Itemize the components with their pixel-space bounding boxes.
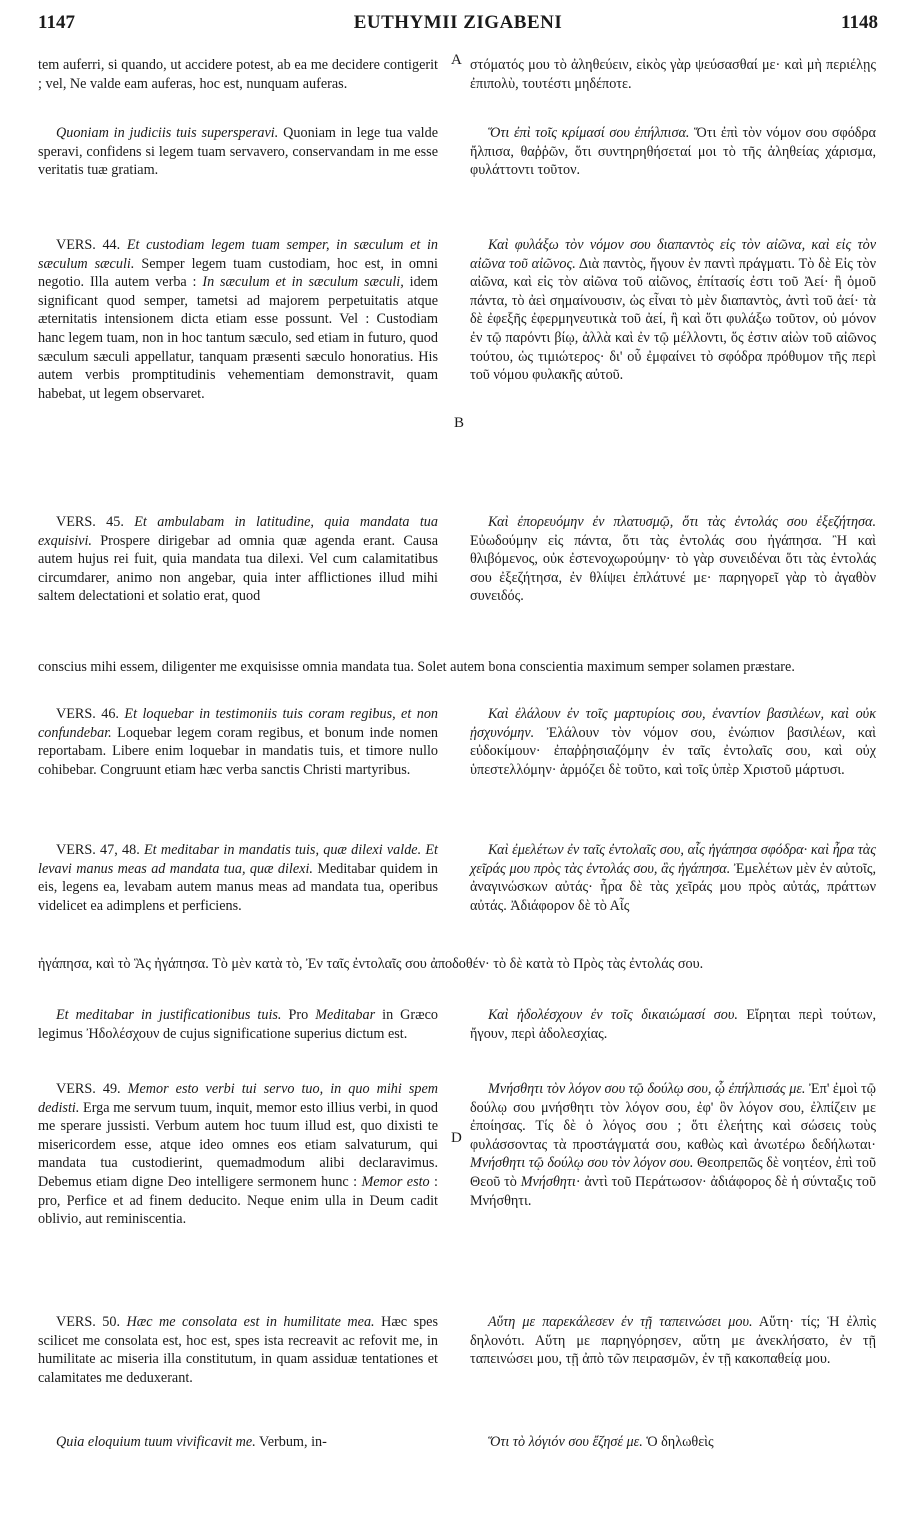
latin-paragraph: VERS. 45. Et ambulabam in latitudine, quia mandata tua exquisivi. Prospere dirigebar ad omnia quæ agenda erant. Causa autem hujus rei fuit, quia mandata tua dilexi. Vel cum calamitatibus circumdarer, animo non angebar, quia inter afflictiones illud mihi saltem delectationi et solatio erat, quod [38,514,438,605]
full-width-paragraph: ἠγάπησα, καὶ τὸ Ἃς ἠγάπησα. Τὸ μὲν κατὰ τὸ, Ἐν ταῖς ἐντολαῖς σου ἀποδοθέν· τὸ δὲ κατὰ τὸ Πρὸς τὰς ἐντολάς σου. [38,956,704,972]
latin-column [38,56,438,93]
running-title: EUTHYMII ZIGABENI [353,12,563,33]
greek-paragraph: Καὶ ἐπορευόμην ἐν πλατυσμῷ, ὅτι τὰς ἐντολάς σου ἐξεζήτησα. Εὐωδούμην εἰς πάντα, ὅτι τὰς ἐντολάς σου ἠγάπησα. Ἢ καὶ θλιβόμενος, οὐκ ἐστενοχωρούμην· τὸ γὰρ συνειδέναι ὅτι τὰς ἐντολάς σου ἐξεζήτησα, ἐν θλίψει ἐπλάτυνέ με· παρηγορεῖ γὰρ τὸ ἀγαθὸν συνειδός. [470,514,876,605]
greek-paragraph: Ὅτι ἐπὶ τοῖς κρίμασί σου ἐπήλπισα. Ὅτι ἐπὶ τὸν νόμον σου σφόδρα ἤλπισα, θαῤῥῶν, ὅτι συντηρηθήσεταί μοι τὸ τῆς ἀληθείας χάρισμα, φυλάττοντι τοῦτον. [470,125,876,179]
margin-marker-a: A [451,52,462,68]
latin-paragraph: Quoniam in judiciis tuis supersperavi. Quoniam in lege tua valde speravi, confidens si legem tuam servavero, conservandam in me esse veritatis tuæ gratiam. [38,125,438,179]
page-number-right: 1148 [841,12,878,33]
greek-column [470,841,876,915]
latin-column [38,513,438,606]
greek-paragraph: Καὶ ἠδολέσχουν ἐν τοῖς δικαιώμασί σου. Εἴρηται περὶ τούτων, ἤγουν, περὶ ἀδολεσχίας. [470,1007,876,1042]
latin-column [38,236,438,403]
latin-paragraph: VERS. 50. Hæc me consolata est in humilitate mea. Hæc spes scilicet me consolata est, hoc est, spes ista recreavit ac refovit me, in humilitate ac miseria illa constitutum, in quam assiduæ tentationes et calamitates me deduxerant. [38,1314,439,1386]
greek-column [470,236,876,385]
verse-label: VERS. 44. [56,237,121,253]
greek-paragraph: Καὶ ἐλάλουν ἐν τοῖς μαρτυρίοις σου, ἐναντίον βασιλέων, καὶ οὐκ ᾐσχυνόμην. Ἐλάλουν τὸν νόμον σου, ἐνώπιον βασιλέων, καὶ εὐδοκίμουν· ἐπαῤῥησιαζόμην ἐν ταῖς ἐντολαῖς σου, καὶ οὐχ ὑπεστελλόμην· ἁρμόζει δὲ τοῦτο, καὶ τοῖς ὑπὲρ Χριστοῦ μάρτυσι. [470,706,876,778]
latin-column [38,705,438,779]
verse-label: VERS. 50. [56,1314,121,1330]
latin-column [38,841,438,915]
latin-column [38,124,438,180]
greek-column [470,513,876,606]
greek-column [470,1080,876,1210]
latin-paragraph: Quia eloquium tuum vivificavit me. Verbum, in- [56,1434,327,1450]
greek-paragraph: Μνήσθητι τὸν λόγον σου τῷ δούλῳ σου, ᾧ ἐπήλπισάς με. Ἐπ' ἐμοὶ τῷ δούλῳ σου μνήσθητι τὸν λόγον σου, ἐφ' ὃν λόγον σου, ἐλπίζειν με ἐποίησας. Τίς δὲ ὁ λόγος σου ; ὅτι ἐλεήτης καὶ σώσεις τοὺς φυλάσσοντας τὰ προστάγματά σου, καθὼς καὶ ἀνωτέρω δεδήλωται· Μνήσθητι τῷ δούλῳ σου τὸν λόγον σου. Θεοπρεπῶς δὲ νοητέον, ἐπὶ τοῦ Θεοῦ τὸ Μνήσθητι· ἀντὶ τοῦ Περάτωσον· ἀδιάφορος δὲ ἡ σύνταξις τοῦ Μνήσθητι. [470,1081,876,1209]
greek-column [470,1313,876,1369]
latin-column [38,1080,438,1229]
page-number-left: 1147 [38,12,75,33]
margin-marker-d: D [451,1130,462,1146]
greek-column [470,1433,876,1452]
verse-label: VERS. 45. [56,514,124,530]
verse-label: VERS. 46. [56,706,119,722]
greek-paragraph: στόματός μου τὸ ἀληθεύειν, εἰκὸς γὰρ ψεύσασθαί με· καὶ μὴ περιέλῃς ἐπιπολὺ, τουτέστι μηδέποτε. [470,57,876,92]
verse-label: VERS. 49. [56,1081,121,1097]
page-header [38,8,878,46]
full-width-paragraph: conscius mihi essem, diligenter me exquisisse omnia mandata tua. Solet autem bona conscientia maximum semper solamen præstare. [38,659,795,675]
greek-paragraph: Αὕτη με παρεκάλεσεν ἐν τῇ ταπεινώσει μου. Αὕτη· τίς; Ἡ ἐλπὶς δηλονότι. Αὕτη με παρηγόρησεν, αὕτη με ἀνεκλήσατο, ἐν τῇ ταπεινώσει μου, τῇ ἀπὸ τῶν πειρασμῶν, ἐν τῇ κακοπαθείᾳ μου. [470,1314,876,1368]
latin-paragraph: VERS. 49. Memor esto verbi tui servo tuo, in quo mihi spem dedisti. Erga me servum tuum, inquit, memor esto illius verbi, in quod me sperare jussisti. Verbum autem hoc tuum illud est, quo dixisti te misericordem esse, atque ideo omnes eos etiam salvaturum, qui mandata tua custodierint, quemadmodum alibi declaravimus. Debemus etiam digne Deo intelligere sermonem hunc : Memor esto : pro, Perfice et ad finem deducito. Neque enim ulla in Deum cadit oblivio, aut reminiscentia. [38,1081,439,1228]
margin-marker-b: B [454,415,465,431]
latin-column [38,1006,438,1043]
latin-paragraph: VERS. 47, 48. Et meditabar in mandatis tuis, quæ dilexi valde. Et levavi manus meas ad mandata tua, quæ dilexi. Meditabar quidem in eis, legens ea, levabam autem manus meas ad mandata tua, operibus videlicet ea adimplens et perficiens. [38,842,438,914]
greek-column [470,124,876,180]
greek-column [470,705,876,779]
full-width-line [38,955,876,974]
latin-column [38,1313,438,1387]
full-width-line [38,658,876,677]
latin-column [38,1433,438,1452]
latin-paragraph: VERS. 44. Et custodiam legem tuam semper, in sæculum et in sæculum sæculi. Semper legem tuam custodiam, hoc est, in omni negotio. Illa autem verba : In sæculum et in sæculum sæculi, idem significant quod semper, tametsi ad majorem perpetuitatis atque æternitatis intensionem dicta etiam esse possunt. Vel : Custodiam hanc legem tuam, non in hoc tantum sæculo, sed etiam in futuro, quod sæculum sæculi appellatur, tanquam præsenti sæculo honoratius. His autem verbis promptitudinis vehementiam demonstravit, quam habebat, ut legem observaret. [38,237,438,402]
greek-column [470,56,876,93]
latin-paragraph: VERS. 46. Et loquebar in testimoniis tuis coram regibus, et non confundebar. Loquebar legem coram regibus, et bonum inde nomen reportabam. Libere enim loquebar in mandatis tuis, et timore nullo cohibebar. Congruunt etiam hæc verba sanctis Christi martyribus. [38,706,439,778]
latin-paragraph: tem auferri, si quando, ut accidere potest, ab ea me decidere contigerit ; vel, Ne valde eam auferas, hoc est, nunquam auferas. [38,57,438,92]
greek-paragraph: Καὶ φυλάξω τὸν νόμον σου διαπαντὸς εἰς τὸν αἰῶνα, καὶ εἰς τὸν αἰῶνα τοῦ αἰῶνος. Διὰ παντὸς, ἤγουν ἐν παντὶ πράγματι. Τὸ δὲ Εἰς τὸν αἰῶνα, καὶ εἰς τὸν αἰῶνα τοῦ αἰῶνος, ἐπίτασίς ἐστι τοῦ Ἀεί· ἢ ὁμοῦ πάντα, τὸ ἀεὶ σημαίνουσιν, ὡς εἶναι τὸ μὲν διαπαντὸς, ἀντὶ τοῦ ἀεί· τὰ δὲ ἐφεξῆς ἐφερμηνευτικὰ τοῦ ἀεί, ἢ καὶ ὅτι φυλάξω τοῦτον, οὐ μόνον ἐν τῷ παρόντι βίῳ, ἀλλὰ καὶ ἐν τῷ μέλλοντι, ὅς ἐστιν αἰὼν τοῦ αἰῶνος τούτου, ὡς τιμιώτερος· δι' οὗ ἐμφαίνει τὸ σφόδρα πρόθυμον τῆς περὶ τοῦ νόμου φυλακῆς αὐτοῦ. [470,237,876,384]
greek-column [470,1006,876,1043]
verse-label: VERS. 47, 48. [56,842,140,858]
latin-paragraph: Et meditabar in justificationibus tuis. Pro Meditabar in Græco legimus Ἠδολέσχουν de cujus significatione superius dictum est. [38,1007,438,1042]
greek-paragraph: Ὅτι τὸ λόγιόν σου ἔζησέ με. Ὁ δηλωθεὶς [488,1434,714,1450]
greek-paragraph: Καὶ ἐμελέτων ἐν ταῖς ἐντολαῖς σου, αἷς ἠγάπησα σφόδρα· καὶ ἦρα τὰς χεῖράς μου πρὸς τὰς ἐντολάς σου, ἃς ἠγάπησα. Ἐμελέτων μὲν ἐν αὐτοῖς, ἀναγινώσκων αὐτάς· ἦρα δὲ τὰς χεῖράς μου πρὸς αὐτάς, πράττων αὐτάς. Ἀδιάφορον δὲ τὸ Αἷς [470,842,876,914]
